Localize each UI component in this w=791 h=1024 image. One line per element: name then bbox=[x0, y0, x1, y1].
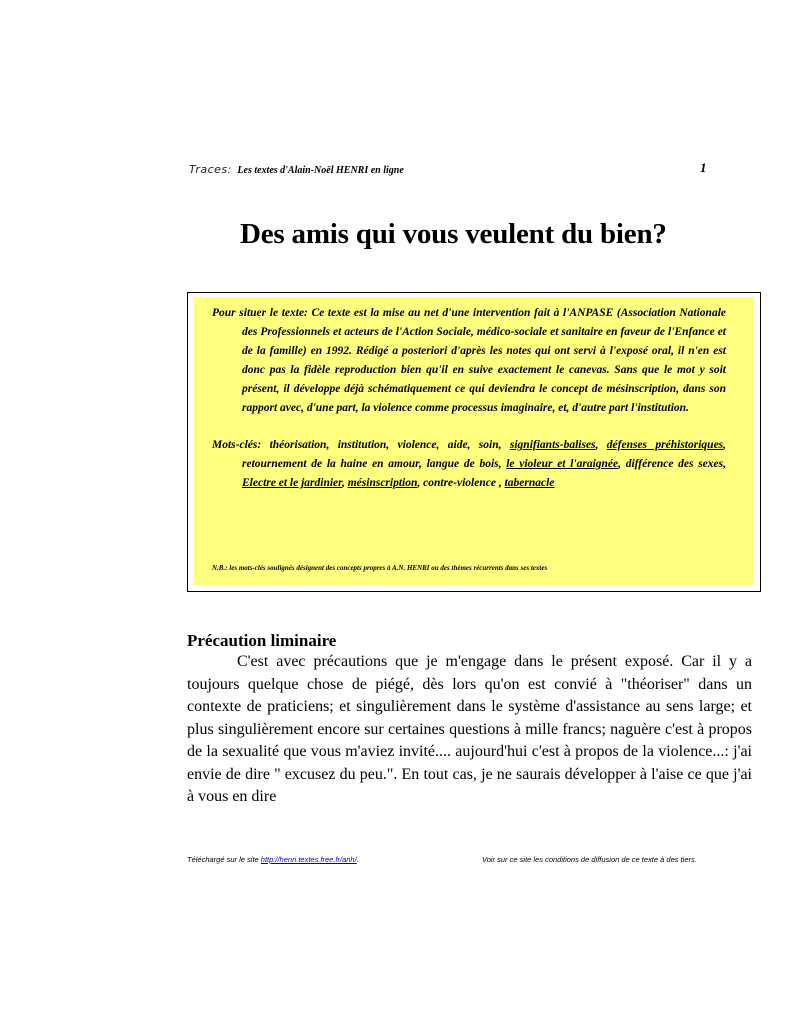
keywords-text: , contre-violence , bbox=[417, 477, 505, 489]
summary-box-background bbox=[194, 297, 754, 585]
summary-text bbox=[212, 304, 726, 493]
footer-suffix: . bbox=[356, 855, 359, 864]
body-text bbox=[187, 651, 752, 809]
footer-right: Voir sur ce site les conditions de diffusion de ce texte à des tiers. bbox=[482, 855, 697, 864]
keywords-text: , bbox=[341, 477, 348, 489]
summary-box bbox=[187, 292, 761, 592]
page-number: 1 bbox=[700, 160, 707, 175]
footer-left bbox=[187, 855, 359, 864]
keywords-text: théorisation, institution, violence, aide, soin, bbox=[269, 439, 510, 451]
keywords-text: , retournement de la haine en amour, langue de bois, bbox=[242, 439, 727, 470]
document-title: Des amis qui vous veulent du bien? bbox=[240, 218, 667, 250]
header-traces: Traces: bbox=[189, 163, 232, 176]
keywords-text: , bbox=[595, 439, 607, 451]
keywords-label: Mots-clés: bbox=[212, 439, 270, 451]
footer-prefix: Téléchargé sur le site bbox=[187, 855, 261, 864]
keywords-note: N.B.: les mots-clés soulignés désignent des concepts propres à A.N. HENRI ou des thèmes récurrents dans ses textes bbox=[212, 564, 548, 572]
section-title: Précaution liminaire bbox=[187, 631, 337, 650]
keyword-link: signifiants-balises bbox=[509, 439, 596, 451]
context-paragraph: Pour situer le texte: Ce texte est la mise au net d'une intervention fait à l'ANPASE (Association Nationale des Professionnels et acteurs de l'Action Sociale, médico-sociale et sanitaire en faveur de l'Enfance et de la famille) en 1992. Rédigé a posteriori d'après les notes qui ont servi à l'exposé oral, il n'en est donc pas la fidèle reproduction bien qu'il en suive exactement le canevas. Sans que le mot y soit présent, il développe déjà schématiquement ce qui deviendra le concept de mésinscription, dans son rapport avec, d'une part, la violence comme processus imaginaire, et, d'autre part l'institution. bbox=[212, 307, 726, 414]
keywords-paragraph bbox=[212, 436, 726, 493]
body-paragraph: C'est avec précautions que je m'engage dans le présent exposé. Car il y a toujours quelque chose de piégé, dès lors qu'on est convié à "théoriser" dans un contexte de praticiens; et singulièrement dans le système d'assistance au sens large; et plus singulièrement encore sur certaines questions à mille francs; naguère c'est à propos de la sexualité que vous m'aviez invité.... aujourd'hui c'est à propos de la violence...: j'ai envie de dire " excusez du peu.". En tout cas, je ne saurais développer à l'aise ce que j'ai à vous en dire bbox=[187, 653, 752, 805]
keyword-link: mésinscription bbox=[347, 477, 418, 489]
running-header bbox=[189, 163, 404, 176]
keyword-link: le violeur et l'araignée bbox=[506, 458, 619, 470]
header-subtitle: Les textes d'Alain-Noël HENRI en ligne bbox=[237, 165, 404, 176]
keyword-link: tabernacle bbox=[504, 477, 555, 489]
footer-site-link[interactable]: http://henri.textes.free.fr/anh/ bbox=[260, 855, 357, 864]
keywords-text: , différence des sexes, bbox=[618, 458, 726, 470]
keyword-link: Electre et le jardinier bbox=[242, 477, 342, 489]
keyword-link: défenses préhistoriques bbox=[606, 439, 724, 451]
